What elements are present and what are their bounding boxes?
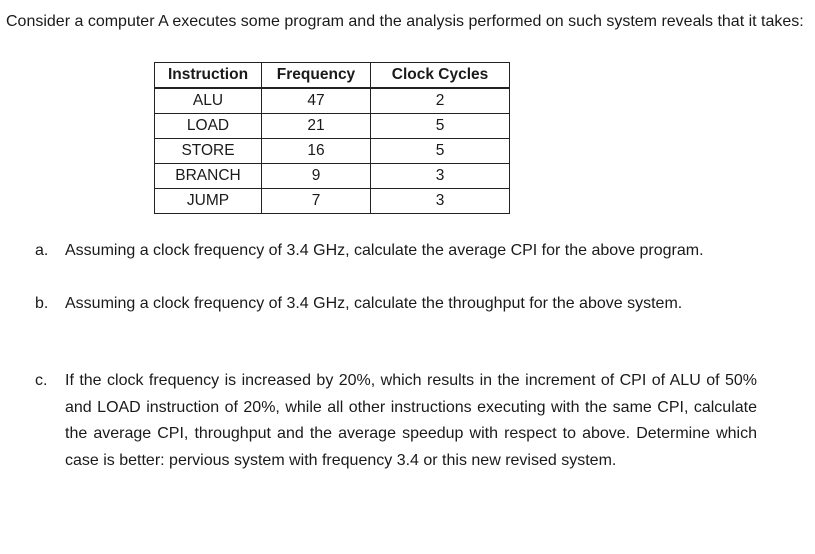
question-marker: a. xyxy=(35,242,49,259)
cell-clock-cycles: 3 xyxy=(371,189,510,214)
cell-frequency: 21 xyxy=(262,114,371,139)
intro-paragraph: Consider a computer A executes some program and the analysis performed on such system reveals that it takes: xyxy=(6,13,804,30)
question-text: Assuming a clock frequency of 3.4 GHz, calculate the throughput for the above system. xyxy=(65,294,683,312)
question-text: If the clock frequency is increased by 20%, which results in the increment of CPI of ALU of 50% and LOAD instruction of 20%, while all other instructions executing with the same CPI, calculate the average CPI, throughput and the average speedup with respect to above. Determine which case is better: pervious system with frequency 3.4 or this new revised system. xyxy=(65,372,757,469)
cell-frequency: 7 xyxy=(262,189,371,214)
table-row xyxy=(155,164,510,189)
instruction-table xyxy=(154,62,510,214)
cell-instruction: BRANCH xyxy=(155,164,262,189)
header-clock-cycles: Clock Cycles xyxy=(371,63,510,89)
table-row xyxy=(155,88,510,114)
cell-frequency: 47 xyxy=(262,88,371,114)
table-row xyxy=(155,139,510,164)
question-list xyxy=(0,238,800,474)
cell-instruction: STORE xyxy=(155,139,262,164)
cell-clock-cycles: 5 xyxy=(371,139,510,164)
cell-clock-cycles: 5 xyxy=(371,114,510,139)
table-header-row xyxy=(155,63,510,89)
cell-frequency: 16 xyxy=(262,139,371,164)
cell-instruction: JUMP xyxy=(155,189,262,214)
question-marker: c. xyxy=(35,372,48,389)
header-frequency: Frequency xyxy=(262,63,371,89)
question-marker: b. xyxy=(35,294,49,312)
cell-frequency: 9 xyxy=(262,164,371,189)
table-row xyxy=(155,114,510,139)
cell-clock-cycles: 3 xyxy=(371,164,510,189)
question-b xyxy=(0,291,757,318)
question-text: Assuming a clock frequency of 3.4 GHz, calculate the average CPI for the above program. xyxy=(65,242,704,259)
header-instruction: Instruction xyxy=(155,63,262,89)
cell-clock-cycles: 2 xyxy=(371,88,510,114)
question-c xyxy=(0,368,757,474)
question-a xyxy=(0,238,757,265)
cell-instruction: ALU xyxy=(155,88,262,114)
cell-instruction: LOAD xyxy=(155,114,262,139)
table-row xyxy=(155,189,510,214)
